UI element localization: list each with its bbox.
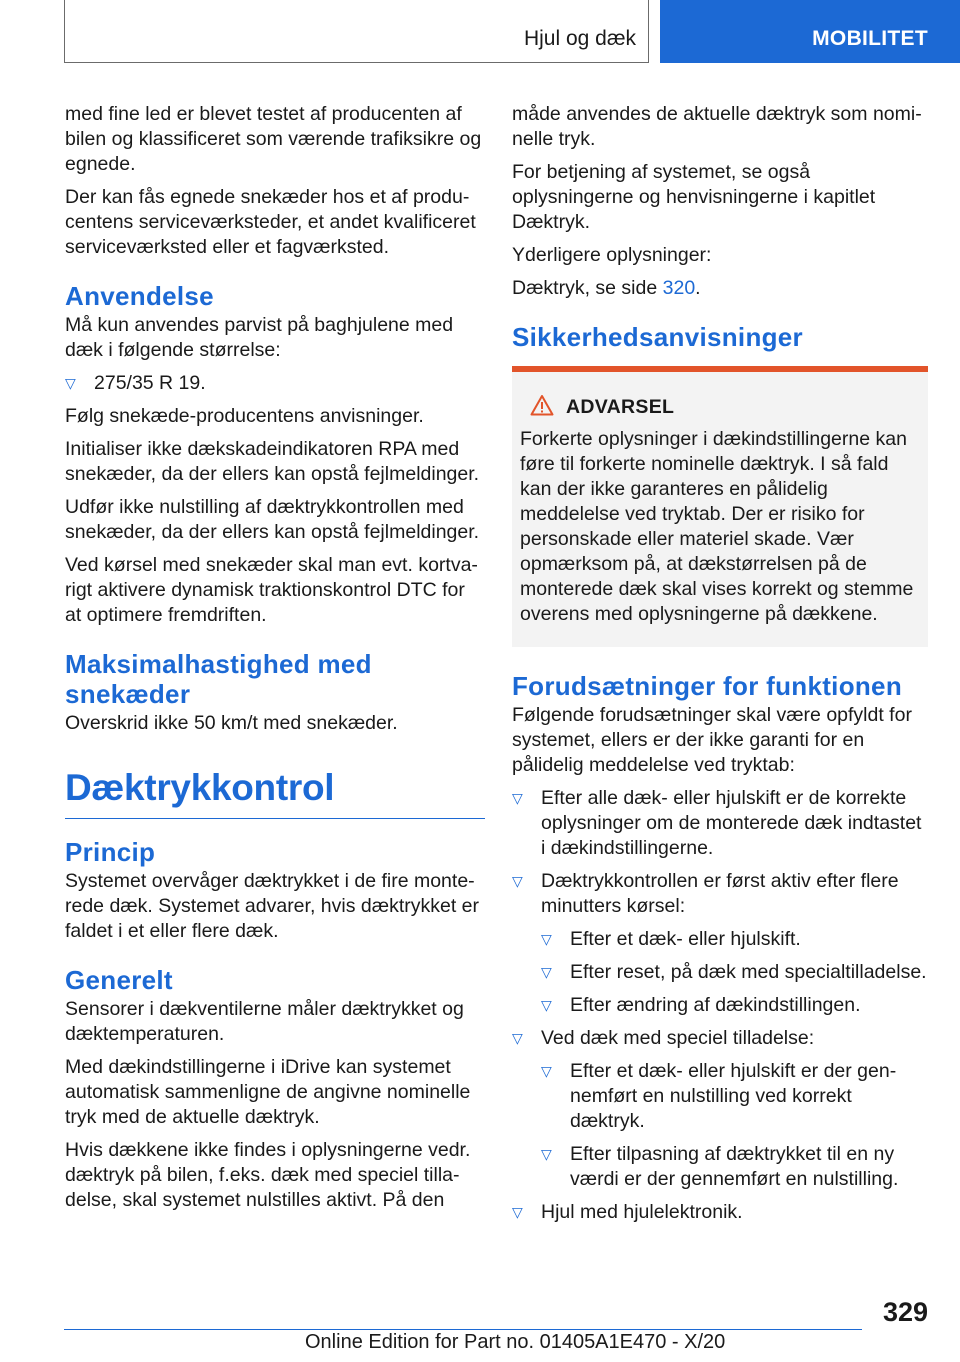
list-item-text: Efter et dæk- eller hjulskift er der gennemført en nulstilling ved korrekt dæktryk. (570, 1060, 897, 1132)
list-item (512, 869, 928, 919)
triangle-down-icon: ▽ (512, 873, 523, 889)
paragraph: Sensorer i dækventilerne måler dæktrykket og dæktemperaturen. (65, 998, 464, 1045)
warning-triangle-icon (530, 394, 554, 421)
heading-generelt: Generelt (65, 965, 173, 995)
warning-header (530, 394, 920, 421)
triangle-down-icon: ▽ (512, 1204, 523, 1220)
paragraph: Initialiser ikke dækskadeindikatoren RPA med snekæder, da der ellers kan opstå fejlmeldinger. (65, 438, 480, 485)
triangle-down-icon: ▽ (512, 1030, 523, 1046)
list-item-text: Efter reset, på dæk med specialtilladelse. (570, 961, 927, 983)
list-item-text: Efter et dæk- eller hjulskift. (570, 928, 801, 950)
header-box (64, 0, 649, 63)
section-title: Hjul og dæk (523, 27, 636, 50)
warning-box (512, 366, 928, 647)
list-item-text: 275/35 R 19. (94, 372, 206, 394)
heading-sikkerhedsanvisninger: Sikkerhedsanvisninger (512, 322, 803, 352)
footer-edition: Online Edition for Part no. 01405A1E470 - X/20 (305, 1331, 726, 1353)
paragraph-text: Dæktryk, se side (512, 277, 663, 299)
paragraph: med fine led er blevet testet af producenten af bilen og klassificeret som værende trafiksikre og egnede. (65, 103, 482, 175)
right-column (512, 102, 928, 1233)
paragraph: Systemet overvåger dæktrykket i de fire monterede dæk. Systemet advarer, hvis dæktrykket er faldet i et eller flere dæk. (65, 870, 479, 942)
list-item (65, 371, 485, 396)
chapter-tab (660, 0, 960, 63)
paragraph: Der kan fås egnede snekæder hos et af producentens serviceværksteder, et andet kvalificeret serviceværksted eller et fagværksted. (65, 186, 476, 258)
paragraph: Udfør ikke nulstilling af dæktrykkontrollen med snekæder, da der ellers kan opstå fejlmeldinger. (65, 496, 480, 543)
heading-anvendelse: Anvendelse (65, 281, 214, 311)
paragraph-text: . (695, 277, 701, 299)
triangle-down-icon: ▽ (541, 997, 552, 1013)
sub-list-item (541, 927, 928, 952)
heading-forudsaetninger: Forudsætninger for funktionen (512, 671, 903, 701)
paragraph: måde anvendes de aktuelle dæktryk som nominelle tryk. (512, 103, 922, 150)
paragraph: Med dækindstillingerne i iDrive kan systemet automatisk sammenligne de angivne nominelle tryk med de aktuelle dæktryk. (65, 1056, 471, 1128)
triangle-down-icon: ▽ (65, 375, 76, 391)
chapter-heading: Dæktrykkontrol (65, 766, 485, 819)
paragraph: Hvis dækkene ikke findes i oplysningerne vedr. dæktryk på bilen, f.eks. dæk med speciel tilladelse, skal systemet nulstilles aktivt. På den (65, 1139, 471, 1211)
sub-list-item (541, 993, 928, 1018)
list-item-text: Efter tilpasning af dæktrykket til en ny værdi er der gennemført en nulstilling. (570, 1143, 899, 1190)
list-item-text: Ved dæk med speciel tilladelse: (541, 1027, 815, 1049)
paragraph: Yderligere oplysninger: (512, 244, 712, 266)
triangle-down-icon: ▽ (541, 1146, 552, 1162)
chapter-tab-label: MOBILITET (812, 27, 928, 50)
sub-list-item (541, 1142, 928, 1192)
page-number: 329 (882, 1297, 928, 1327)
list-item-text: Dæktrykkontrollen er først aktiv efter flere minutters kørsel: (541, 870, 899, 917)
heading-maksimalhastighed: Maksimalhastighed med snekæder (65, 649, 372, 709)
list-item (512, 1200, 928, 1225)
warning-text: Forkerte oplysninger i dækindstillingerne kan føre til forkerte nominelle dæktryk. I så fald kan der ikke garanteres en pålidelig meddelelse ved tryktab. Der er risiko for personskade eller materiel skade. Vær opmærksom på, at dækstørrelsen på de monterede dæk skal vises korrekt og stemme overens med oplysningerne på dækkene. (520, 428, 914, 625)
paragraph: Følgende forudsætninger skal være opfyldt for systemet, ellers er der ikke garanti for en pålidelig meddelelse ved tryktab: (512, 704, 912, 776)
list-item-text: Efter ændring af dækindstillingen. (570, 994, 861, 1016)
triangle-down-icon: ▽ (541, 1063, 552, 1079)
paragraph: For betjening af systemet, se også oplysningerne og henvisningerne i kapitlet Dæktryk. (512, 161, 876, 233)
paragraph: Må kun anvendes parvist på baghjulene med dæk i følgende størrelse: (65, 314, 454, 361)
list-item (512, 1026, 928, 1051)
paragraph: Ved kørsel med snekæder skal man evt. kortvarigt aktivere dynamisk traktionskontrol DTC for at optimere fremdriften. (65, 554, 478, 626)
list-item-text: Hjul med hjulelektronik. (541, 1201, 743, 1223)
sub-list-item (541, 1059, 928, 1134)
triangle-down-icon: ▽ (541, 931, 552, 947)
paragraph: Følg snekæde-producentens anvisninger. (65, 405, 424, 427)
page-link[interactable]: 320 (662, 277, 696, 299)
paragraph: Overskrid ikke 50 km/t med snekæder. (65, 712, 398, 734)
footer-divider (64, 1329, 862, 1330)
heading-princip: Princip (65, 837, 156, 867)
list-item (512, 786, 928, 861)
warning-label: ADVARSEL (566, 396, 675, 418)
triangle-down-icon: ▽ (512, 790, 523, 806)
left-column (65, 102, 485, 1221)
triangle-down-icon: ▽ (541, 964, 552, 980)
list-item-text: Efter alle dæk- eller hjulskift er de korrekte oplysninger om de monterede dæk indtastet i dækindstillingerne. (541, 787, 922, 859)
sub-list-item (541, 960, 928, 985)
paragraph (512, 276, 928, 301)
